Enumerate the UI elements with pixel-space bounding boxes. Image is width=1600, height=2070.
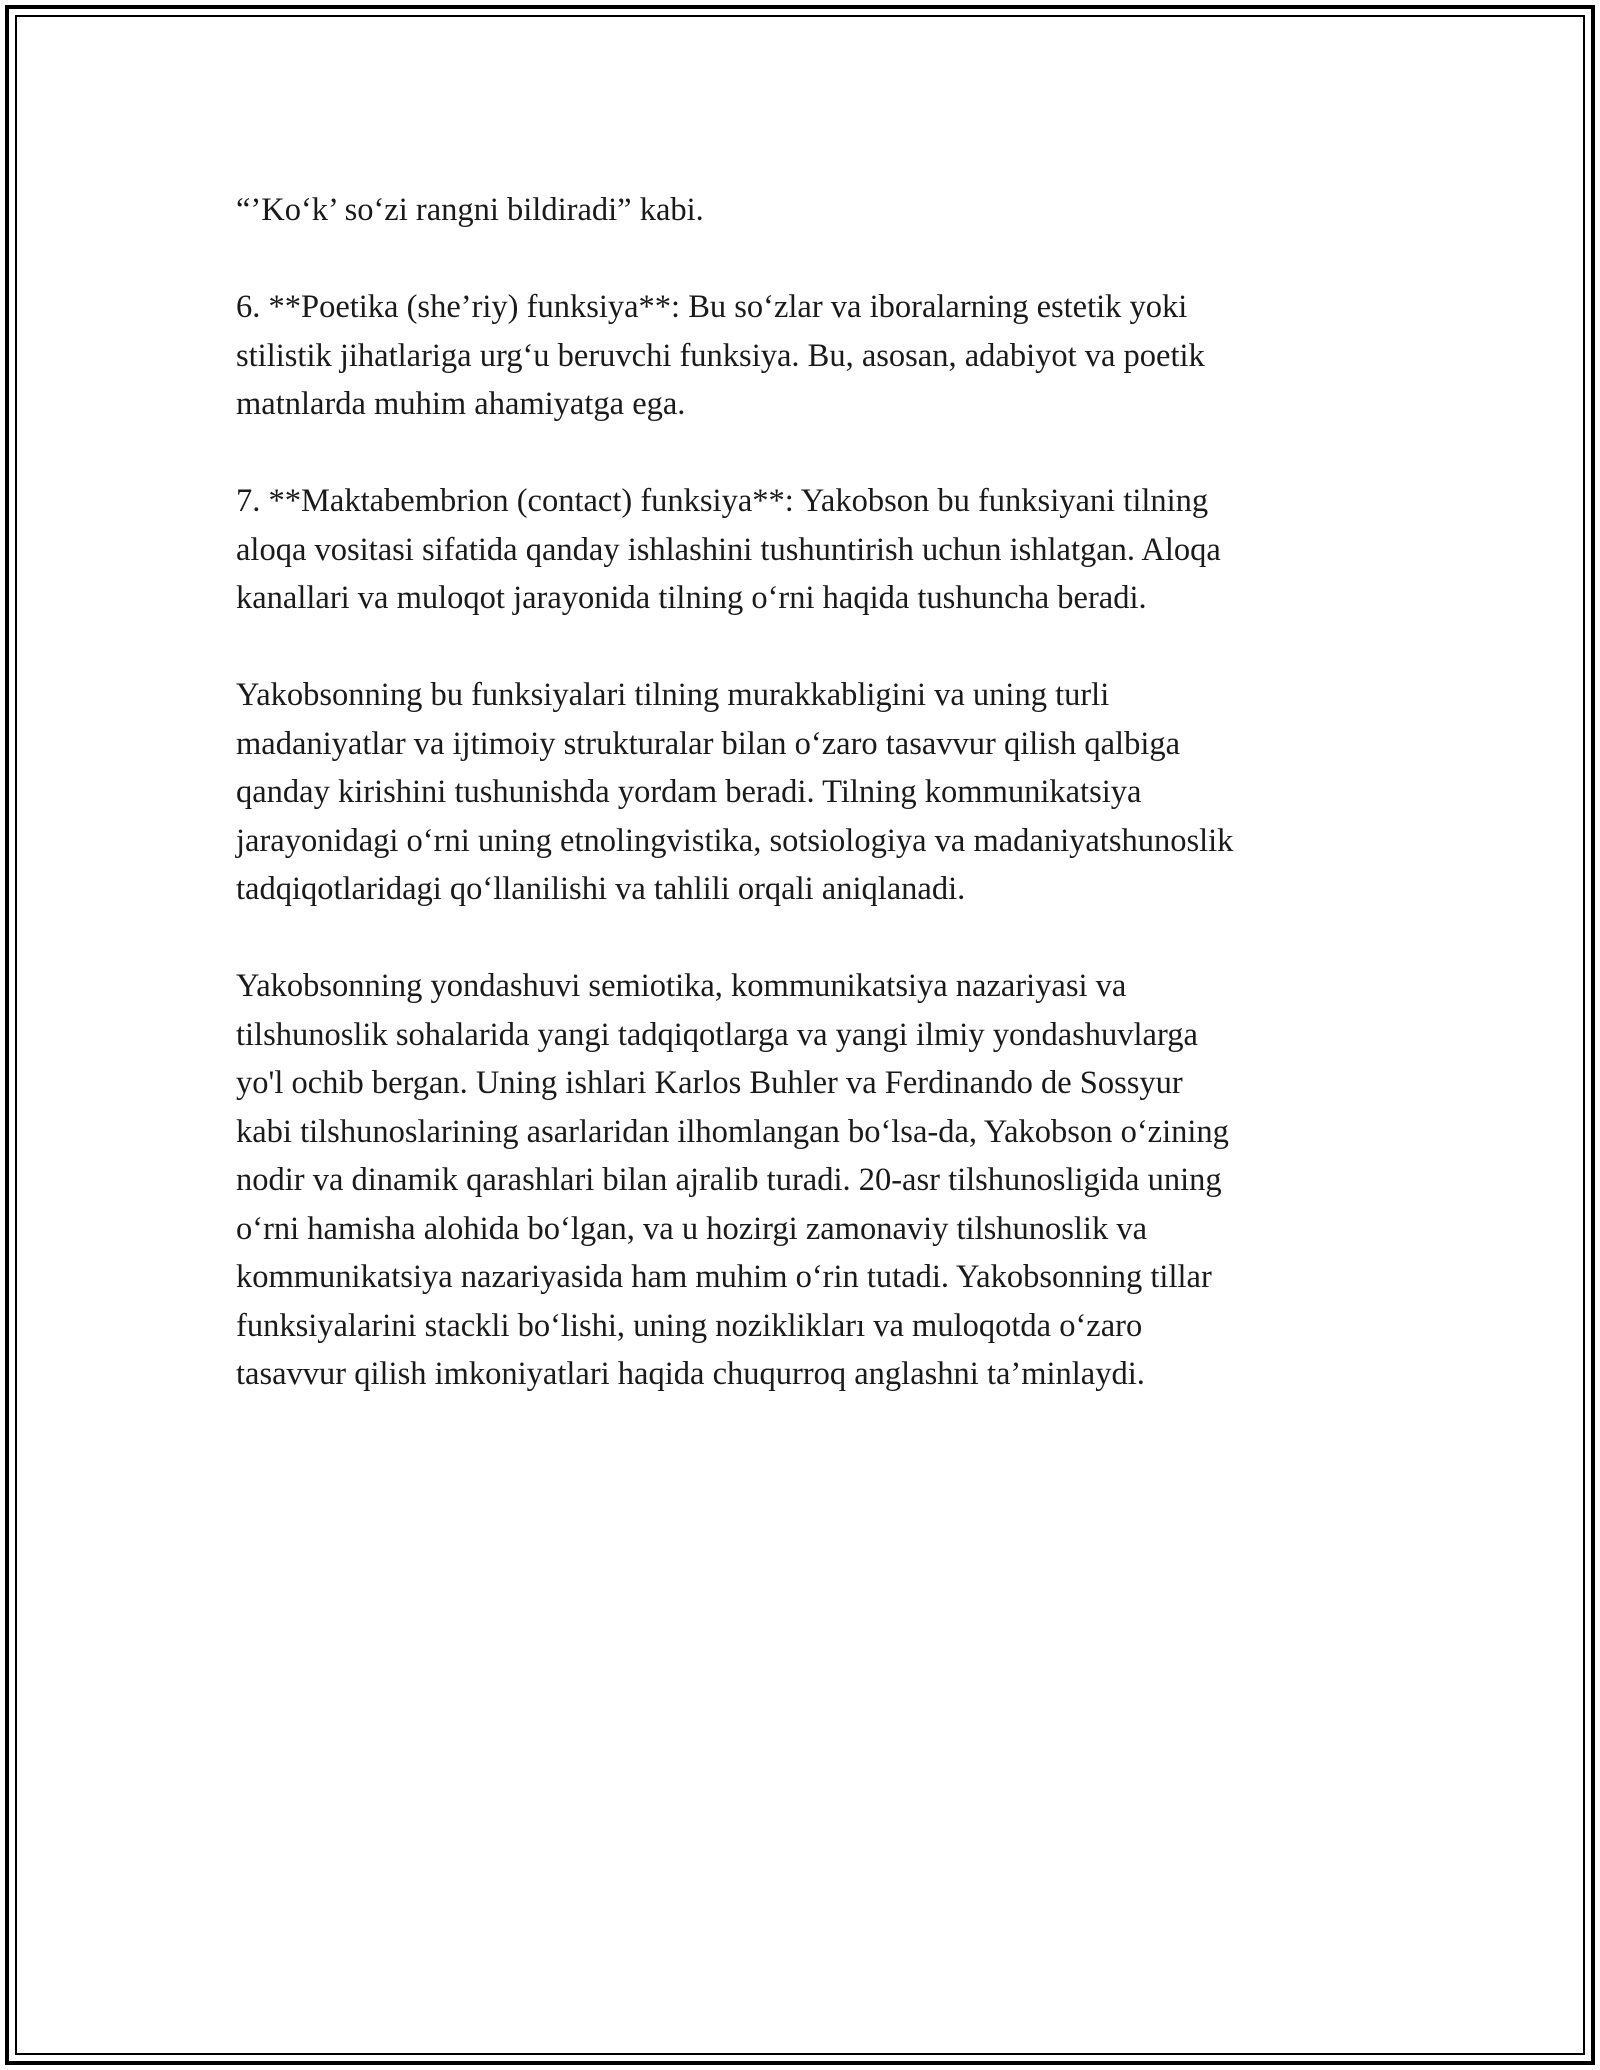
paragraph-approach-conclusion: Yakobsonning yondashuvi semiotika, kommunikatsiya nazariyasi va tilshunoslik sohalarida yangi tadqiqotlarga va yangi ilmiy yondashuvlarga yo'l ochib bergan. Uning ishlari Karlos Buhler va Ferdinando de Sossyur kabi tilshunoslarining asarlaridan ilhomlangan bo‘lsa-da, Yakobson o‘zining nodir va dinamik qarashlari bilan ajralib turadi. 20-asr tilshunosligida uning o‘rni hamisha alohida bo‘lgan, va u hozirgi zamonaviy tilshunoslik va kommunikatsiya nazariyasida ham muhim o‘rin tutadi. Yakobsonning tillar funksiyalarini stackli bo‘lishi, uning noziklikları va muloqotda o‘zaro tasavvur qilish imkoniyatlari haqida chuqurroq anglashni ta’minlaydi. [236, 968, 1229, 1392]
document-body [236, 186, 1376, 1399]
paragraph-example: “’Ko‘k’ so‘zi rangni bildiradi” kabi. [236, 192, 704, 228]
paragraph-poetic-function: 6. **Poetika (she’riy) funksiya**: Bu so‘zlar va iboralarning estetik yoki stilistik jihatlariga urg‘u beruvchi funksiya. Bu, asosan, adabiyot va poetik matnlarda muhim ahamiyatga ega. [236, 289, 1205, 422]
paragraph-contact-function: 7. **Maktabembrion (contact) funksiya**: Yakobson bu funksiyani tilning aloqa vositasi sifatida qanday ishlashini tushuntirish uchun ishlatgan. Aloqa kanallari va muloqot jarayonida tilning o‘rni haqida tushuncha beradi. [236, 483, 1221, 616]
paragraph-functions-summary: Yakobsonning bu funksiyalari tilning murakkabligini va uning turli madaniyatlar va ijtimoiy strukturalar bilan o‘zaro tasavvur qilish qalbiga qanday kirishini tushunishda yordam beradi. Tilning kommunikatsiya jarayonidagi o‘rni uning etnolingvistika, sotsiologiya va madaniyatshunoslik tadqiqotlaridagi qo‘llanilishi va tahlili orqali aniqlanadi. [236, 677, 1234, 907]
